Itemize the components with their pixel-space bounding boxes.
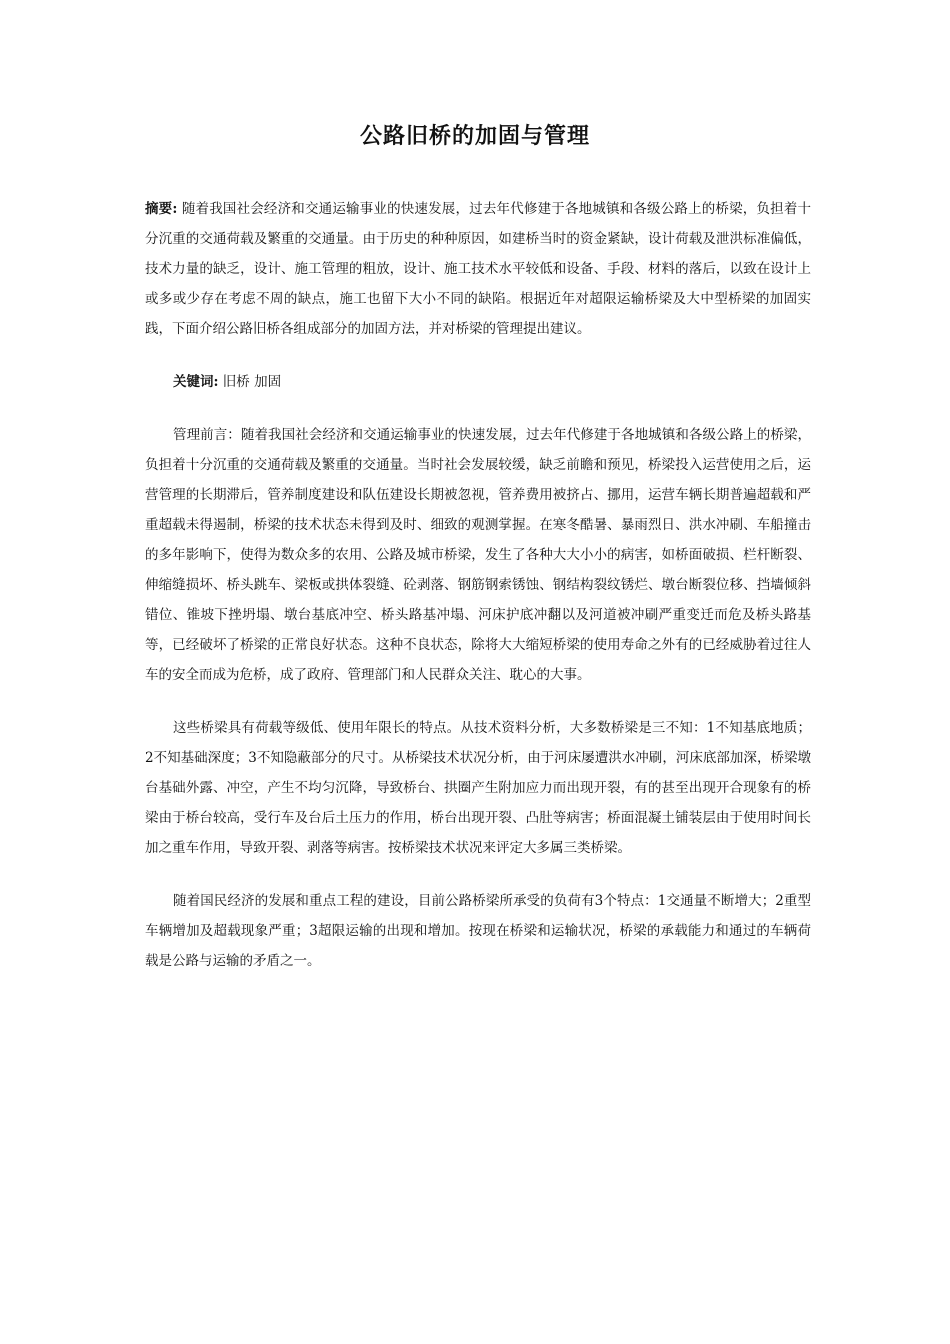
- abstract-paragraph: [145, 194, 811, 344]
- abstract-text: 随着我国社会经济和交通运输事业的快速发展，过去年代修建于各地城镇和各级公路上的桥梁，负担着十分沉重的交通荷载及繁重的交通量。由于历史的种种原因，如建桥当时的资金紧缺，设计荷载及泄洪标准偏低，技术力量的缺乏，设计、施工管理的粗放，设计、施工技术水平较低和设备、手段、材料的落后，以致在设计上或多或少存在考虑不周的缺点，施工也留下大小不同的缺陷。根据近年对超限运输桥梁及大中型桥梁的加固实践，下面介绍公路旧桥各组成部分的加固方法，并对桥梁的管理提出建议。: [145, 201, 812, 337]
- keywords-text: 旧桥 加固: [222, 374, 282, 390]
- abstract-label: 摘要:: [145, 201, 178, 217]
- body-paragraph-2: 这些桥梁具有荷载等级低、使用年限长的特点。从技术资料分析，大多数桥梁是三不知：1不知基底地质；2不知基础深度；3不知隐蔽部分的尺寸。从桥梁技术状况分析，由于河床屡遭洪水冲刷，河床底部加深，桥梁墩台基础外露、冲空，产生不均匀沉降，导致桥台、拱圈产生附加应力而出现开裂，有的甚至出现开合现象有的桥梁由于桥台较高，受行车及台后土压力的作用，桥台出现开裂、凸肚等病害；桥面混凝土铺装层由于使用时间长加之重车作用，导致开裂、剥落等病害。按桥梁技术状况来评定大多属三类桥梁。: [145, 720, 811, 856]
- body-paragraph-1: 管理前言：随着我国社会经济和交通运输事业的快速发展，过去年代修建于各地城镇和各级公路上的桥梁，负担着十分沉重的交通荷载及繁重的交通量。当时社会发展较缓，缺乏前瞻和预见，桥梁投入运营使用之后，运营管理的长期滞后，管养制度建设和队伍建设长期被忽视，管养费用被挤占、挪用，运营车辆长期普遍超载和严重超载未得遏制，桥梁的技术状态未得到及时、细致的观测掌握。在寒冬酷暑、暴雨烈日、洪水冲刷、车船撞击的多年影响下，使得为数众多的农用、公路及城市桥梁，发生了各种大大小小的病害，如桥面破损、栏杆断裂、伸缩缝损坏、桥头跳车、梁板或拱体裂缝、砼剥落、钢筋钢索锈蚀、钢结构裂纹锈烂、墩台断裂位移、挡墙倾斜错位、锥坡下挫坍塌、墩台基底冲空、桥头路基冲塌、河床护底冲翻以及河道被冲刷严重变迁而危及桥头路基等，已经破坏了桥梁的正常良好状态。这种不良状态，除将大大缩短桥梁的使用寿命之外有的已经威胁着过往人车的安全而成为危桥，成了政府、管理部门和人民群众关注、耽心的大事。: [145, 427, 811, 683]
- body-paragraph-3: 随着国民经济的发展和重点工程的建设，目前公路桥梁所承受的负荷有3个特点：1交通量不断增大；2重型车辆增加及超载现象严重；3超限运输的出现和增加。按现在桥梁和运输状况，桥梁的承载能力和通过的车辆荷载是公路与运输的矛盾之一。: [145, 893, 811, 969]
- keywords-label: 关键词:: [173, 374, 219, 390]
- document-title: 公路旧桥的加固与管理: [359, 123, 590, 149]
- keywords-paragraph: [145, 367, 811, 397]
- document-body: [145, 194, 811, 999]
